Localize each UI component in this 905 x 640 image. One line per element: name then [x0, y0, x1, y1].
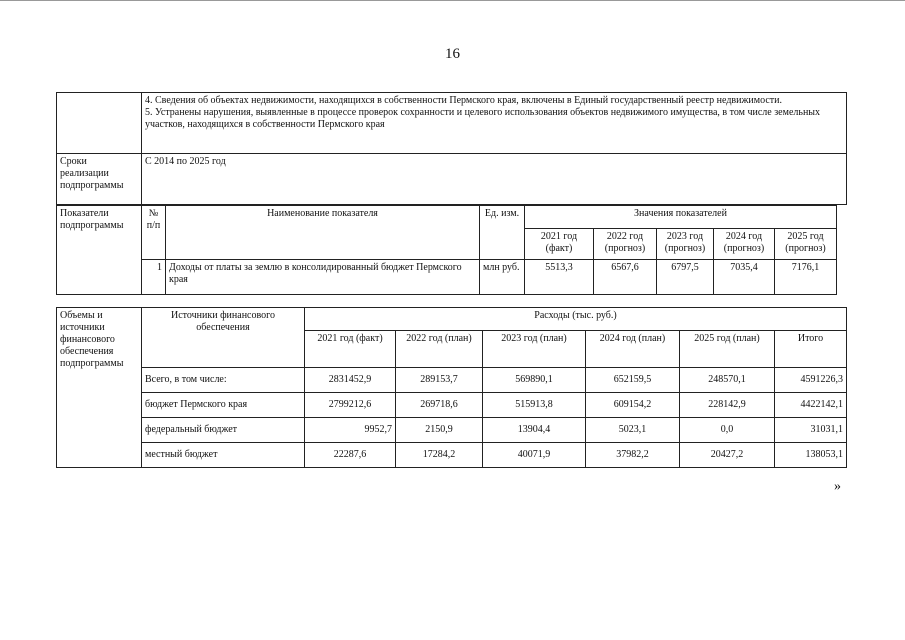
terms-label: Сроки реализации подпрограммы	[57, 154, 142, 205]
fin-value: 289153,7	[396, 368, 483, 393]
fin-value-total: 31031,1	[775, 418, 847, 443]
ind-year-2025: 2025 год (прогноз)	[775, 229, 837, 260]
fin-value: 37982,2	[586, 443, 680, 468]
ind-year-2022: 2022 год (прогноз)	[594, 229, 657, 260]
fin-total-header: Итого	[775, 331, 847, 368]
fin-source-federal: федеральный бюджет	[142, 418, 305, 443]
financing-label: Объемы и источники финансового обеспечения подпрограммы	[57, 308, 142, 468]
passport-table-top	[56, 92, 847, 205]
fin-year-2023: 2023 год (план)	[483, 331, 586, 368]
fin-value: 269718,6	[396, 393, 483, 418]
financing-row-total	[57, 368, 847, 393]
indicator-row	[57, 260, 837, 295]
fin-value: 40071,9	[483, 443, 586, 468]
fin-value: 569890,1	[483, 368, 586, 393]
indicators-header-row	[57, 206, 837, 229]
fin-value: 9952,7	[305, 418, 396, 443]
results-label-cell	[57, 93, 142, 154]
fin-value: 2150,9	[396, 418, 483, 443]
indicator-value-2021: 5513,3	[525, 260, 594, 295]
terms-row	[57, 154, 847, 205]
fin-value: 20427,2	[680, 443, 775, 468]
expenses-header: Расходы (тыс. руб.)	[305, 308, 847, 331]
indicator-value-2022: 6567,6	[594, 260, 657, 295]
financing-row-regional	[57, 393, 847, 418]
fin-value-total: 138053,1	[775, 443, 847, 468]
result-item-5: 5. Устранены нарушения, выявленные в процессе проверок сохранности и целевого использования объектов недвижимого имущества, в том числе земельных участков, находящихся в собственности Пермского края	[145, 107, 821, 130]
fin-value: 2831452,9	[305, 368, 396, 393]
indicator-name: Доходы от платы за землю в консолидированный бюджет Пермского края	[166, 260, 480, 295]
fin-value: 609154,2	[586, 393, 680, 418]
ind-year-2023: 2023 год (прогноз)	[657, 229, 714, 260]
fin-value: 22287,6	[305, 443, 396, 468]
fin-value: 248570,1	[680, 368, 775, 393]
indicator-value-2024: 7035,4	[714, 260, 775, 295]
ind-year-2024: 2024 год (прогноз)	[714, 229, 775, 260]
result-item-4: 4. Сведения об объектах недвижимости, находящихся в собственности Пермского края, включены в Единый государственный реестр недвижимости.	[145, 95, 782, 106]
continuation-mark: »	[834, 479, 841, 494]
fin-source-local: местный бюджет	[142, 443, 305, 468]
fin-value: 13904,4	[483, 418, 586, 443]
fin-year-2025: 2025 год (план)	[680, 331, 775, 368]
indicator-value-2023: 6797,5	[657, 260, 714, 295]
financing-row-federal	[57, 418, 847, 443]
financing-row-local	[57, 443, 847, 468]
terms-value: С 2014 по 2025 год	[142, 154, 847, 205]
fin-value: 652159,5	[586, 368, 680, 393]
fin-value-total: 4422142,1	[775, 393, 847, 418]
fin-source-total: Всего, в том числе:	[142, 368, 305, 393]
unit-header: Ед. изм.	[480, 206, 525, 260]
indicator-unit: млн руб.	[480, 260, 525, 295]
fin-value: 17284,2	[396, 443, 483, 468]
indicators-label: Показатели подпрограммы	[57, 206, 142, 295]
fin-year-2024: 2024 год (план)	[586, 331, 680, 368]
scan-edge	[0, 0, 905, 1]
fin-value: 515913,8	[483, 393, 586, 418]
num-header: № п/п	[142, 206, 166, 260]
name-header: Наименование показателя	[166, 206, 480, 260]
page-number: 16	[445, 46, 460, 62]
fin-value: 2799212,6	[305, 393, 396, 418]
values-header: Значения показателей	[525, 206, 837, 229]
fin-source-regional: бюджет Пермского края	[142, 393, 305, 418]
financing-table	[56, 307, 847, 468]
fin-value: 228142,9	[680, 393, 775, 418]
results-cell	[142, 93, 847, 154]
fin-value: 0,0	[680, 418, 775, 443]
fin-value: 5023,1	[586, 418, 680, 443]
indicator-value-2025: 7176,1	[775, 260, 837, 295]
indicator-num: 1	[142, 260, 166, 295]
ind-year-2021: 2021 год (факт)	[525, 229, 594, 260]
results-row	[57, 93, 847, 154]
fin-year-2021: 2021 год (факт)	[305, 331, 396, 368]
fin-value-total: 4591226,3	[775, 368, 847, 393]
financing-header-row	[57, 308, 847, 331]
indicators-table	[56, 205, 837, 295]
fin-year-2022: 2022 год (план)	[396, 331, 483, 368]
source-header: Источники финансового обеспечения	[142, 308, 305, 368]
